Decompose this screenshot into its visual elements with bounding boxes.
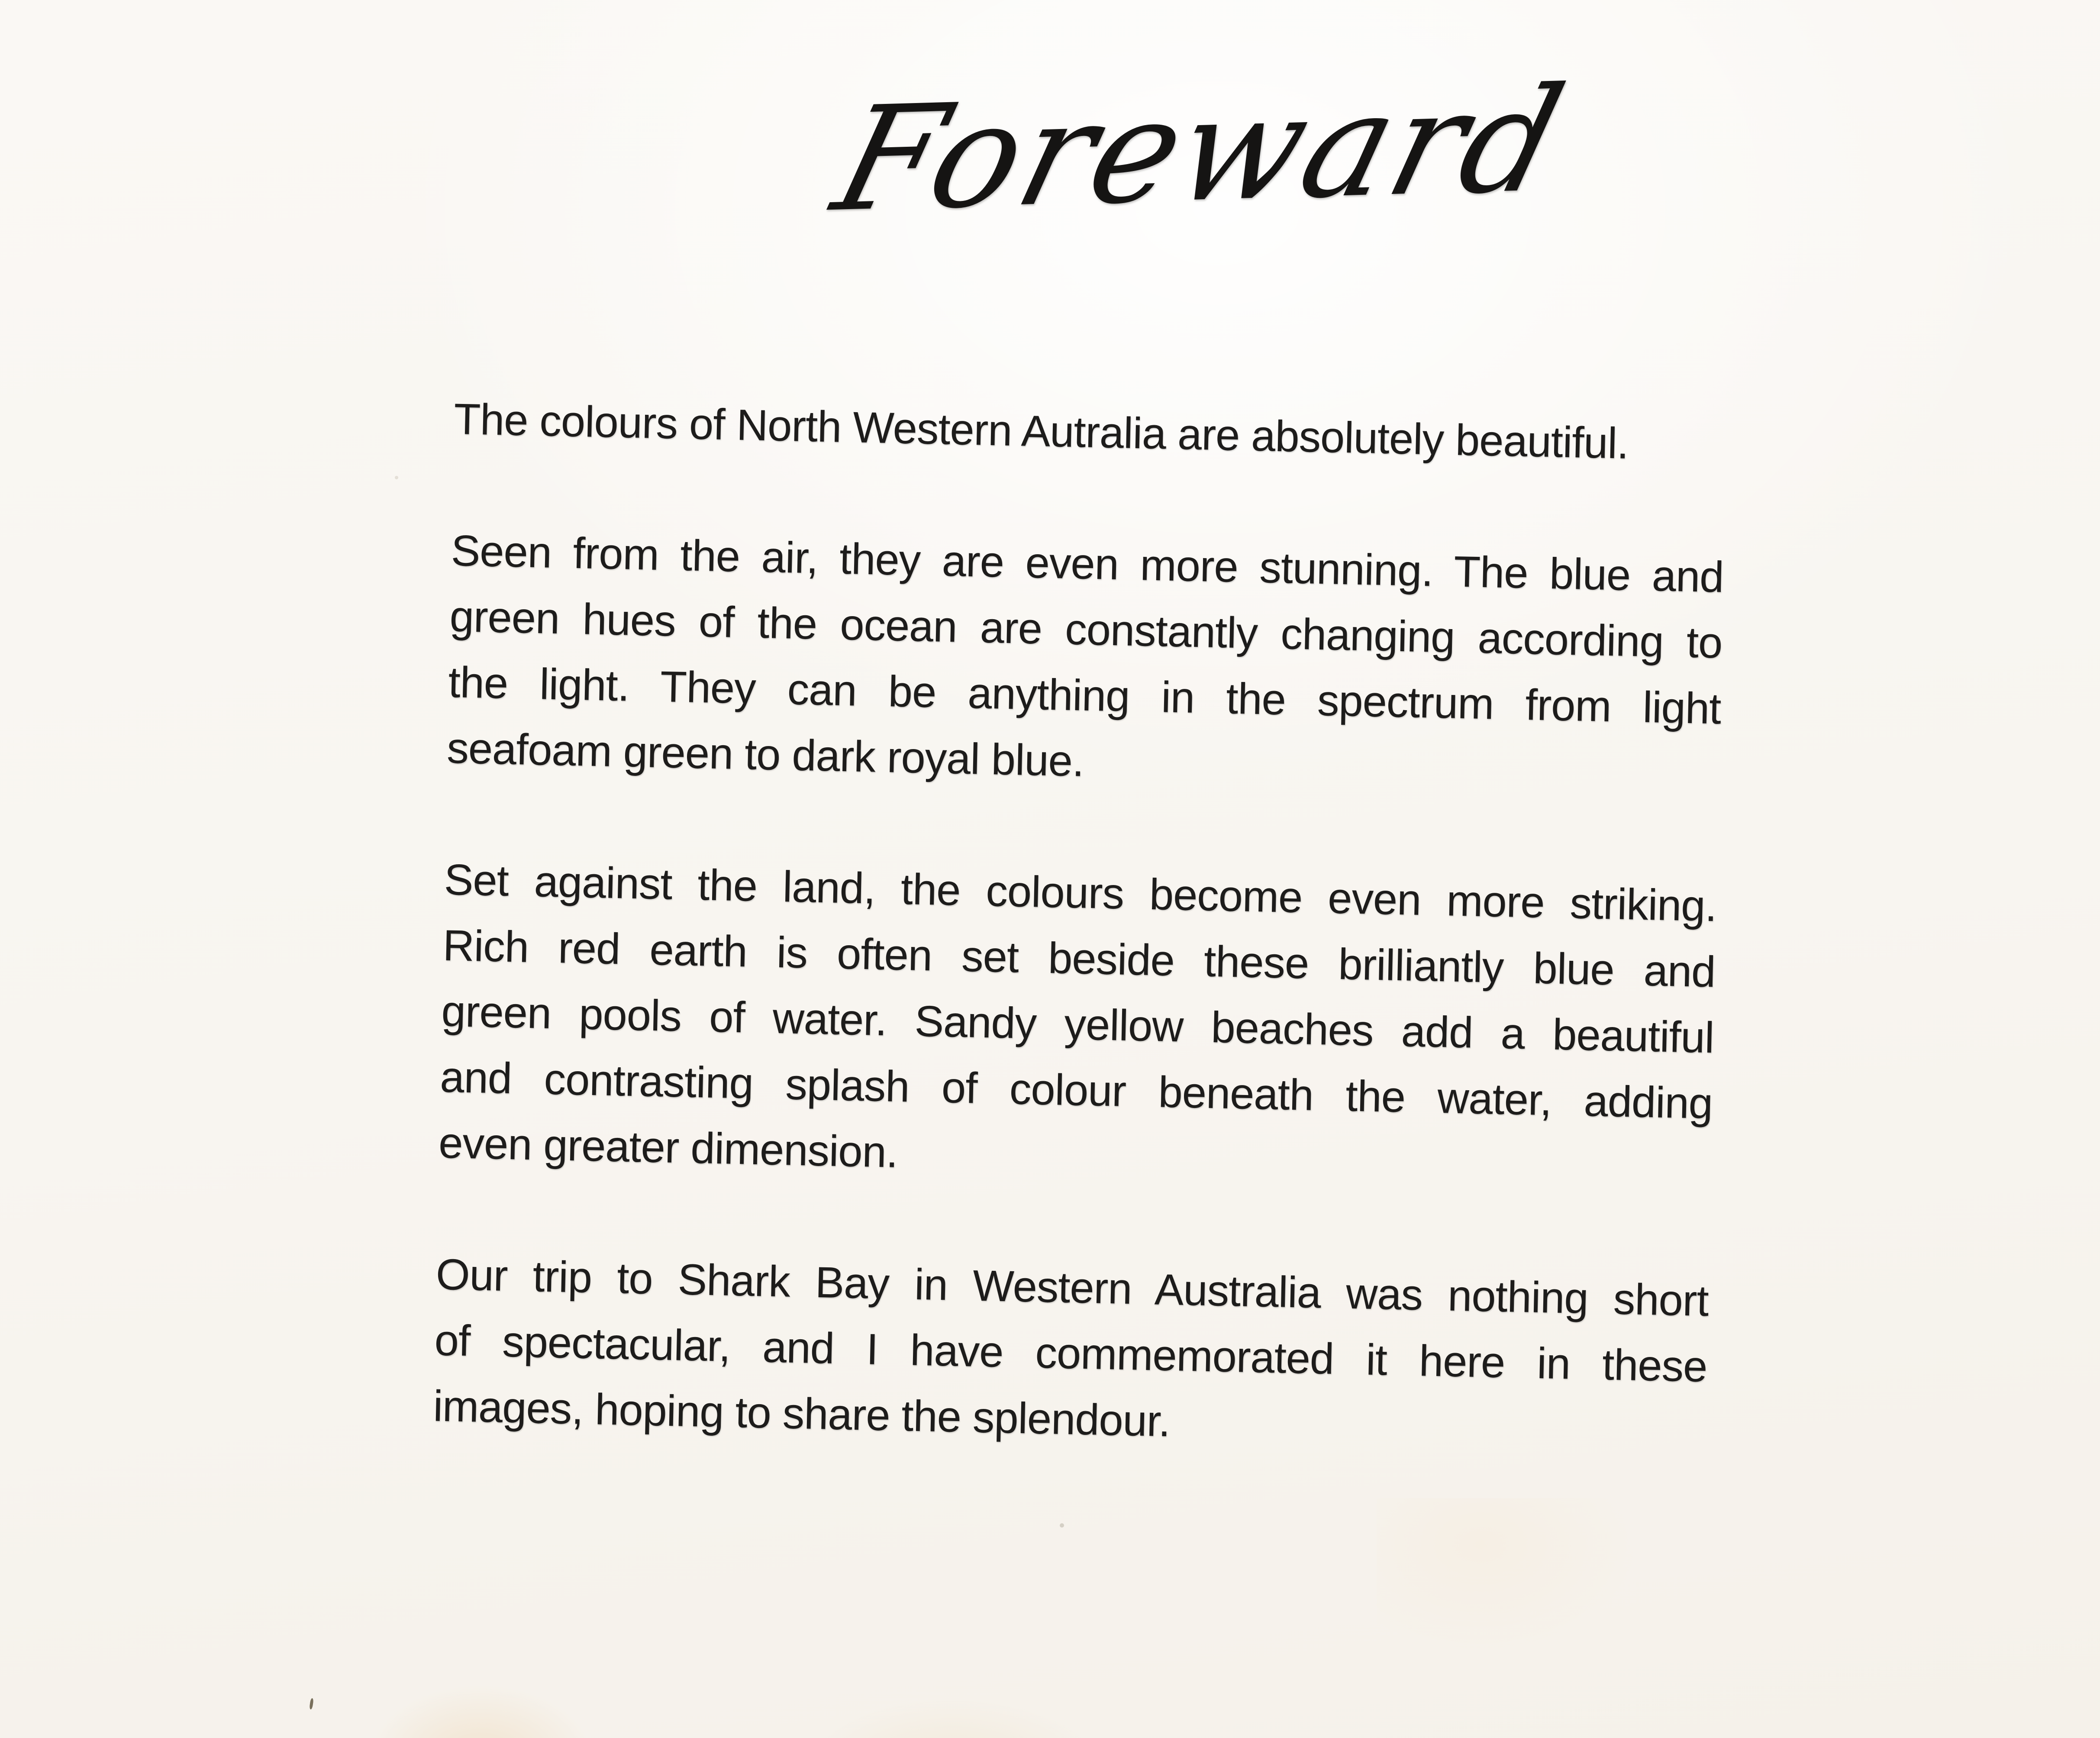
- scan-smudge: [801, 1697, 1104, 1738]
- text-line: Rich red earth is often set beside these brilliantly blue and: [442, 921, 1716, 997]
- text-line: Our trip to Shark Bay in Western Australia was nothing short: [435, 1250, 1709, 1326]
- text-line: Set against the land, the colours become even more striking.: [443, 855, 1717, 931]
- text-line: of spectacular, and I have commemorated it here in these: [434, 1316, 1708, 1392]
- text-line: green pools of water. Sandy yellow beaches add a beautiful: [441, 987, 1715, 1063]
- text-line: green hues of the ocean are constantly changing according to: [449, 592, 1723, 668]
- scan-speck: [1060, 1523, 1064, 1528]
- text-line: and contrasting splash of colour beneath the water, adding: [439, 1053, 1713, 1128]
- page-title: Foreward: [819, 56, 1581, 244]
- text-line: images, hoping to share the splendour.: [432, 1382, 1171, 1446]
- foreword-body: [432, 386, 1727, 1466]
- scan-smudge: [368, 1684, 593, 1738]
- paragraph-1: [453, 386, 1727, 479]
- paragraph-2: [446, 518, 1724, 808]
- paragraph-3: [438, 847, 1717, 1202]
- text-line: The colours of North Western Autralia are absolutely beautiful.: [453, 394, 1629, 468]
- text-line: Seen from the air, they are even more stunning. The blue and: [450, 526, 1724, 602]
- paragraph-4: [432, 1242, 1709, 1466]
- text-line: even greater dimension.: [438, 1118, 898, 1177]
- scan-speck: [309, 1698, 314, 1710]
- scan-speck: [395, 476, 398, 479]
- text-line: the light. They can be anything in the spectrum from light: [448, 658, 1722, 733]
- text-line: seafoam green to dark royal blue.: [446, 724, 1084, 786]
- scan-smudge: [1377, 1498, 1636, 1654]
